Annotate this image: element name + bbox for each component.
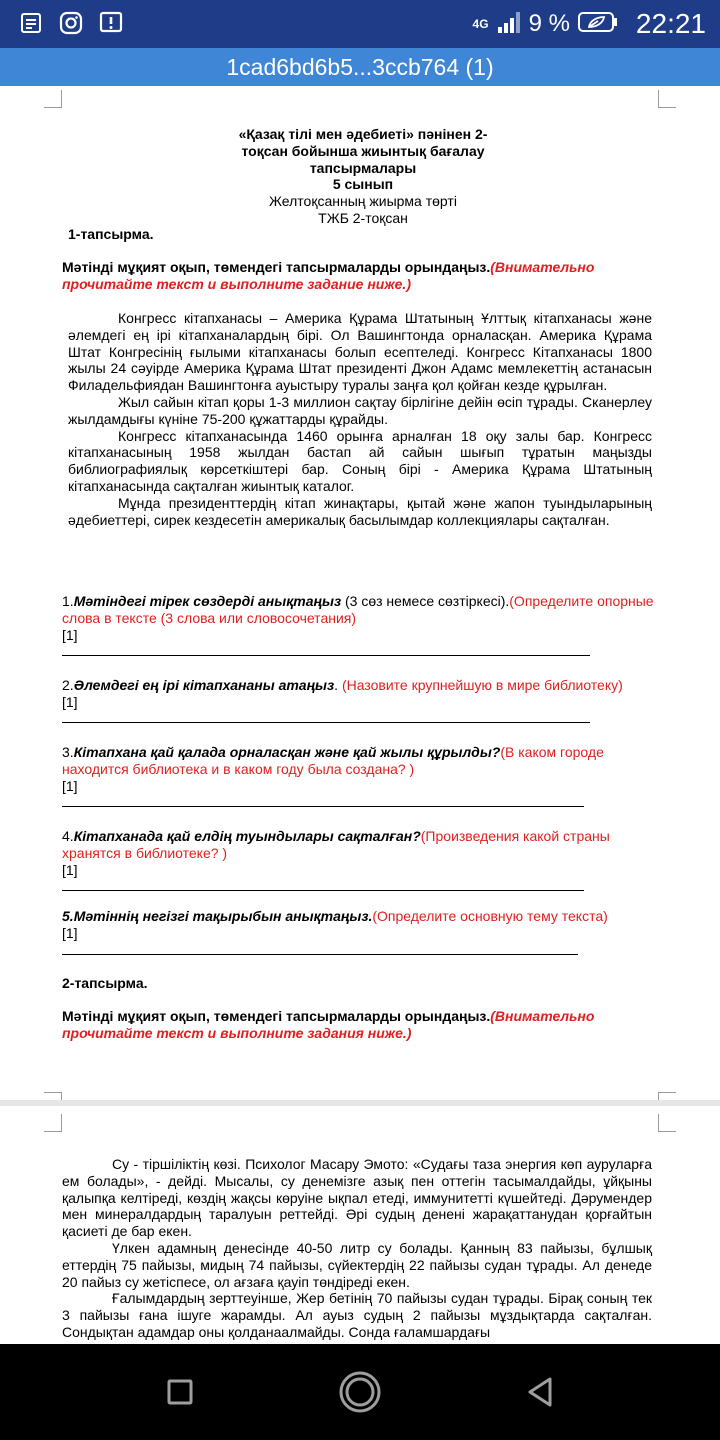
passage-paragraph: Су - тіршіліктің көзі. Психолог Масару Эмото: «Судағы таза энергия көп ауруларға ем болады», - дейді. Мысалы, су денемізге азық пен оттегін тасымалдайды, ұйқыны қалыпқа келтіреді, көздің жақсы көруіне ықпал етеді, иммунитетті күшейтеді. Дәрумендер мен минералдардың таралуын реттейді. Әрі судың денені жарақаттанудан қорғайтын қасиеті де бар екен. (62, 1156, 652, 1240)
page-corner-mark (658, 90, 676, 108)
header-grade: 5 сынып (332, 176, 394, 193)
document-title: 1cad6bd6b5...3ccb764 (1) (226, 54, 494, 80)
clock: 22:21 (635, 8, 706, 39)
document-header (200, 126, 526, 227)
task1-heading: 1-тапсырма. (68, 226, 154, 242)
question-text-kk: Кітапхана қай қалада орналасқан және қай жылы құрылды? (73, 744, 501, 760)
question-5 (62, 908, 662, 942)
document-page-1[interactable] (0, 86, 720, 1100)
question-text-ru: (Назовите крупнейшую в мире библиотеку) (341, 677, 623, 693)
header-title-line: «Қазақ тілі мен әдебиеті» пәнінен 2- (238, 126, 488, 142)
task1-passage (68, 310, 652, 528)
question-text-kk: Әлемдегі ең ірі кітапхананы атаңыз (73, 677, 335, 693)
task2-heading: 2-тапсырма. (62, 975, 148, 991)
recents-icon (166, 1378, 194, 1406)
passage-paragraph: Конгресс кітапханасында 1460 орынға арналған 18 оқу залы бар. Конгресс кітапханасының 1958 жылдан бастап ай сайын шығып тұратын маңызды библиографиялық көрсеткіштері бар. Соның бірі - Америка Құрама Штатының кітапханасында сақталған жиынтық каталог. (68, 427, 652, 494)
document-page-2[interactable] (0, 1106, 720, 1344)
signal-icon (497, 11, 521, 38)
question-mark: [1] (62, 777, 78, 794)
back-icon (525, 1376, 555, 1408)
instruction-kk: Мәтінді мұқият оқып, төмендегі тапсырмаларды орындаңыз. (62, 1008, 491, 1024)
alert-icon (98, 8, 124, 38)
battery-icon (578, 11, 618, 38)
question-mark: [1] (62, 693, 78, 710)
question-2 (62, 677, 662, 711)
answer-line[interactable] (62, 806, 584, 807)
network-type: 4G (472, 17, 489, 31)
passage-paragraph: Ғалымдардың зерттеуінше, Жер бетінің 70 пайызы судан тұрады. Бірақ соның тек 3 пайызы ғана ішуге жарамды. Ал ауыз судың 2 пайызы мұздықтарда сақталған. Сондықтан адамдар оны қолданаалмайды. Сонда ғаламшардағы (62, 1290, 652, 1340)
battery-percent: 9 % (528, 10, 570, 37)
home-icon (338, 1370, 382, 1414)
task2-passage (62, 1156, 652, 1341)
navigation-bar (0, 1344, 720, 1440)
page-corner-mark (44, 1114, 62, 1132)
question-number: 4. (62, 828, 74, 844)
answer-line[interactable] (62, 722, 590, 723)
header-assessment: ТЖБ 2-тоқсан (318, 209, 408, 226)
instruction-ru: (Внимательно прочитайте текст и выполните задания ниже.) (62, 1008, 595, 1041)
question-note: (3 сөз немесе сөзтіркесі). (341, 593, 510, 609)
passage-paragraph: Мұнда президенттердің кітап жинақтары, қытай және жапон туындыларының әдебиеттері, сирек кездесетін америкалық басылымдар коллекциялары сақталған. (68, 494, 652, 528)
page-corner-mark (44, 90, 62, 108)
question-mark: [1] (62, 861, 78, 878)
question-text-kk: Кітапханада қай елдің туындылары сақталған? (73, 828, 421, 844)
passage-paragraph: Жыл сайын кітап қоры 1-3 миллион сақтау бірлігіне дейін өсіп тұрады. Сканерлеу жылдамдығы күніне 75-200 құжаттарды құрайды. (68, 393, 652, 427)
answer-line[interactable] (62, 954, 578, 955)
question-4 (62, 828, 662, 878)
task2-instruction (62, 1008, 662, 1042)
page-corner-mark (658, 1114, 676, 1132)
passage-paragraph: Үлкен адамның денесінде 40-50 литр су болады. Қанның 83 пайызы, бұлшық еттердің 75 пайызы, мидың 74 пайызы, сүйектердің 22 пайызы судан тұрады. Ал денеде 20 пайыз су жетіспесе, ол ағзаға қауіп төндіреді екен. (62, 1239, 652, 1290)
question-text-kk: Мәтіндегі тірек сөздерді анықтаңыз (73, 593, 342, 609)
question-text-ru: (Определите основную тему текста) (372, 908, 608, 924)
recents-button[interactable] (156, 1368, 204, 1416)
document-title-bar[interactable] (0, 48, 720, 86)
question-text-ru: (Определите опорные слова в тексте (3 слова или словосочетания) (62, 593, 654, 626)
question-1 (62, 593, 662, 643)
question-text-kk: Мәтіннің негізгі тақырыбын анықтаңыз. (73, 908, 373, 924)
instruction-ru: (Внимательно прочитайте текст и выполните задание ниже.) (62, 259, 595, 292)
message-icon (18, 8, 44, 38)
status-bar (0, 0, 720, 48)
question-text-ru: (В каком городе находится библиотека и в каком году была создана? ) (62, 744, 604, 777)
answer-line[interactable] (62, 890, 584, 891)
question-number: 5. (62, 908, 74, 924)
question-3 (62, 744, 662, 794)
header-title-line: тоқсан бойынша жиынтық бағалау (241, 142, 485, 159)
home-button[interactable] (336, 1368, 384, 1416)
question-number: 3. (62, 744, 74, 760)
instruction-kk: Мәтінді мұқият оқып, төмендегі тапсырмаларды орындаңыз. (62, 259, 491, 275)
instagram-icon (58, 8, 84, 38)
question-mark: [1] (62, 924, 78, 941)
header-date: Желтоқсанның жиырма төрті (269, 193, 457, 210)
question-number: 1. (62, 593, 74, 609)
answer-line[interactable] (62, 655, 590, 656)
question-note: . (334, 677, 342, 693)
header-title-line: тапсырмалары (309, 159, 417, 176)
question-text-ru: (Произведения какой страны хранятся в библиотеке? ) (62, 828, 610, 861)
task1-instruction (62, 259, 662, 293)
question-number: 2. (62, 677, 74, 693)
passage-paragraph: Конгресс кітапханасы – Америка Құрама Штатының Ұлттық кітапханасы және әлемдегі ең ірі кітапханалардың бірі. Ол Вашингтонда орналасқан. Америка Құрама Штат Конгресінің ғылыми кітапханасы болып есептеледі. Конгресс Кітапханасы 1800 жылы 24 сәуірде Америка Құрама Штат президенті Джон Адамс мемлекеттің астанасын Филадельфиядан Вашингтонға ауыстыру туралы заңға қол қойған кезде құрылған. (68, 310, 652, 394)
question-mark: [1] (62, 626, 78, 643)
back-button[interactable] (516, 1368, 564, 1416)
